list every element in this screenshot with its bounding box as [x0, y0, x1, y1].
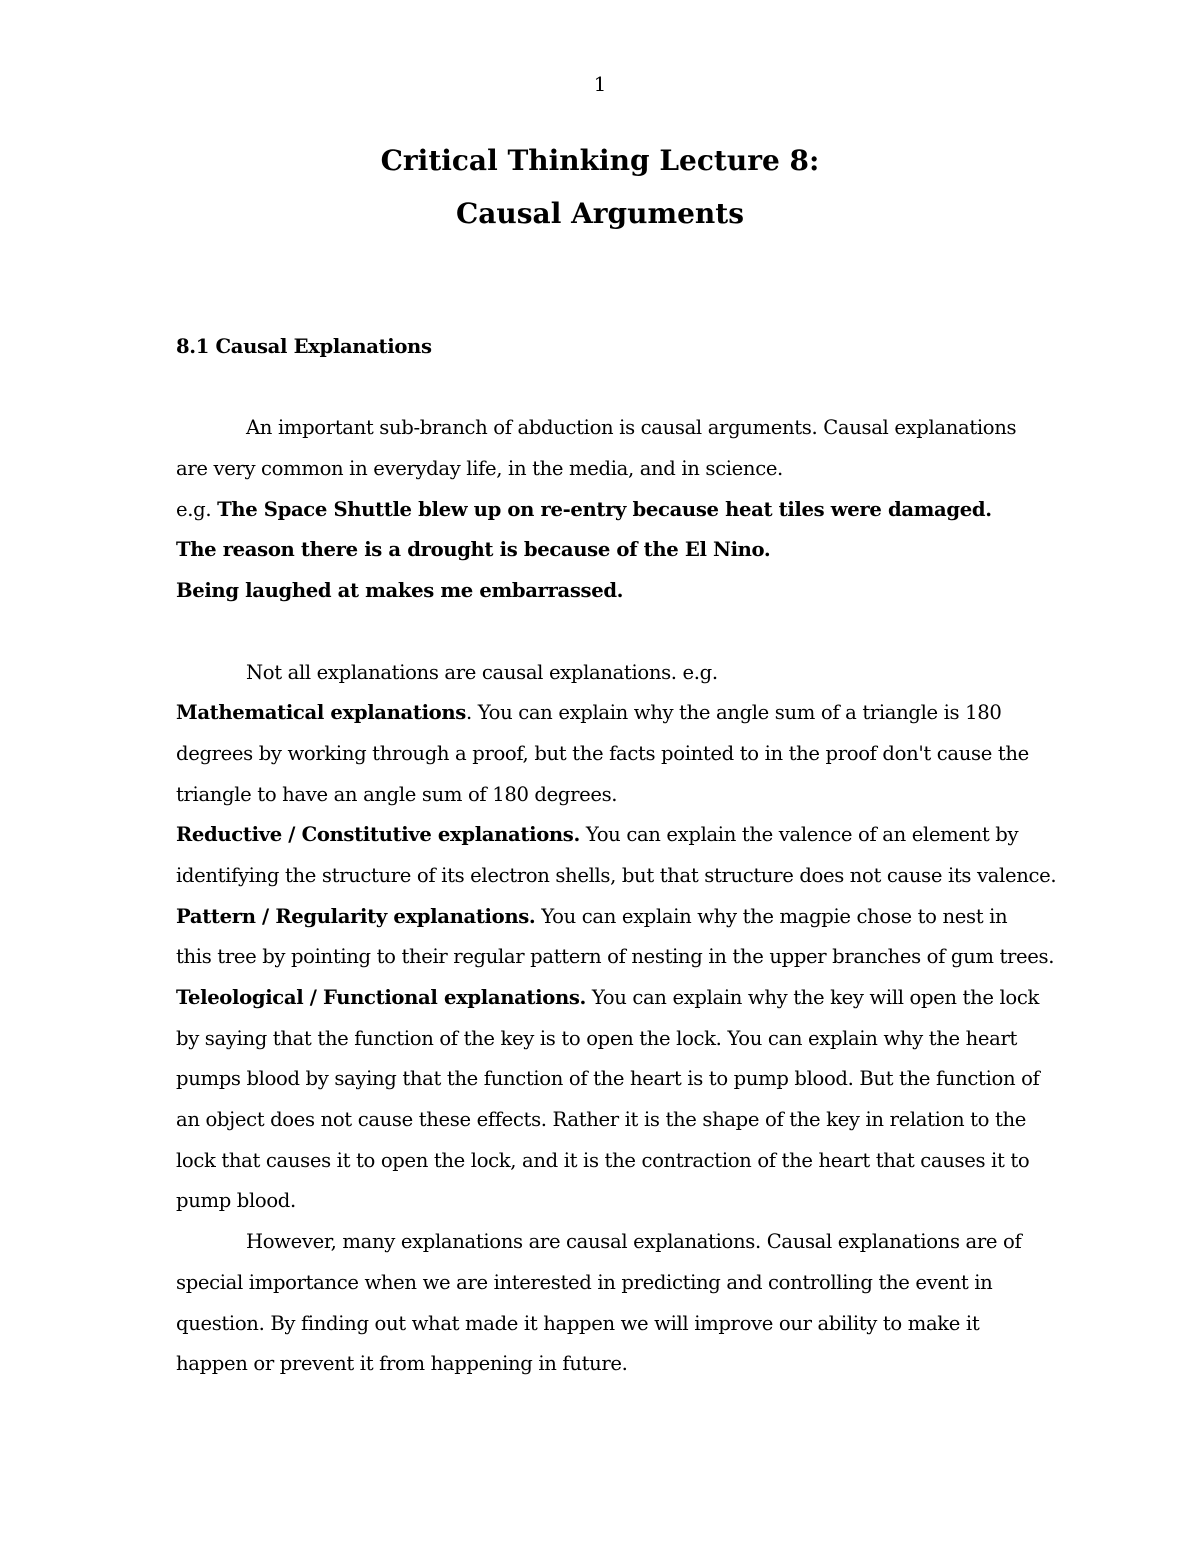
example-line: e.g. The Space Shuttle blew up on re-entry because heat tiles were damaged. — [176, 497, 992, 521]
paragraph-line: an object does not cause these effects. Rather it is the shape of the key in relation to the — [176, 1108, 1027, 1132]
section-heading: 8.1 Causal Explanations — [176, 335, 432, 358]
paragraph-line: special importance when we are interested in predicting and controlling the event in — [176, 1270, 993, 1294]
definition-term: Reductive / Constitutive explanations. — [176, 823, 580, 847]
paragraph-line: are very common in everyday life, in the media, and in science. — [176, 457, 783, 481]
paragraph-line: this tree by pointing to their regular pattern of nesting in the upper branches of gum trees. — [176, 945, 1055, 969]
definition-line: Reductive / Constitutive explanations. You can explain the valence of an element by — [176, 823, 1019, 847]
definition-term: Pattern / Regularity explanations. — [176, 904, 536, 928]
paragraph-line: triangle to have an angle sum of 180 degrees. — [176, 782, 618, 806]
paragraph-line: happen or prevent it from happening in future. — [176, 1352, 628, 1376]
definition-term: Teleological / Functional explanations. — [176, 986, 586, 1009]
document-title-line-1: Critical Thinking Lecture 8: — [380, 144, 820, 177]
paragraph-line: lock that causes it to open the lock, and it is the contraction of the heart that causes it to — [176, 1148, 1030, 1172]
paragraph-line: Not all explanations are causal explanations. e.g. — [246, 660, 718, 684]
paragraph-line: by saying that the function of the key is to open the lock. You can explain why the heart — [176, 1026, 1018, 1050]
definition-term: Mathematical explanations — [176, 701, 466, 725]
example-line: The reason there is a drought is because of the El Nino. — [176, 538, 771, 562]
paragraph-line: identifying the structure of its electron shells, but that structure does not cause its valence. — [176, 863, 1057, 887]
page-number: 1 — [593, 72, 607, 96]
paragraph-line: degrees by working through a proof, but the facts pointed to in the proof don't cause the — [176, 741, 1029, 765]
definition-line: Pattern / Regularity explanations. You can explain why the magpie chose to nest in — [176, 904, 1008, 928]
definition-line: Mathematical explanations. You can explain why the angle sum of a triangle is 180 — [176, 701, 1002, 725]
document-body — [176, 327, 1057, 1385]
example-line: Being laughed at makes me embarrassed. — [176, 579, 624, 603]
paragraph-line: An important sub-branch of abduction is causal arguments. Causal explanations — [246, 416, 1017, 440]
paragraph-line: However, many explanations are causal explanations. Causal explanations are of — [246, 1230, 1022, 1254]
definition-line: Teleological / Functional explanations. You can explain why the key will open the lock — [176, 986, 1039, 1009]
paragraph-line: pumps blood by saying that the function of the heart is to pump blood. But the function of — [176, 1067, 1040, 1091]
paragraph-line: pump blood. — [176, 1189, 296, 1213]
paragraph-line: question. By finding out what made it happen we will improve our ability to make it — [176, 1311, 980, 1335]
document-title-line-2: Causal Arguments — [456, 197, 744, 230]
